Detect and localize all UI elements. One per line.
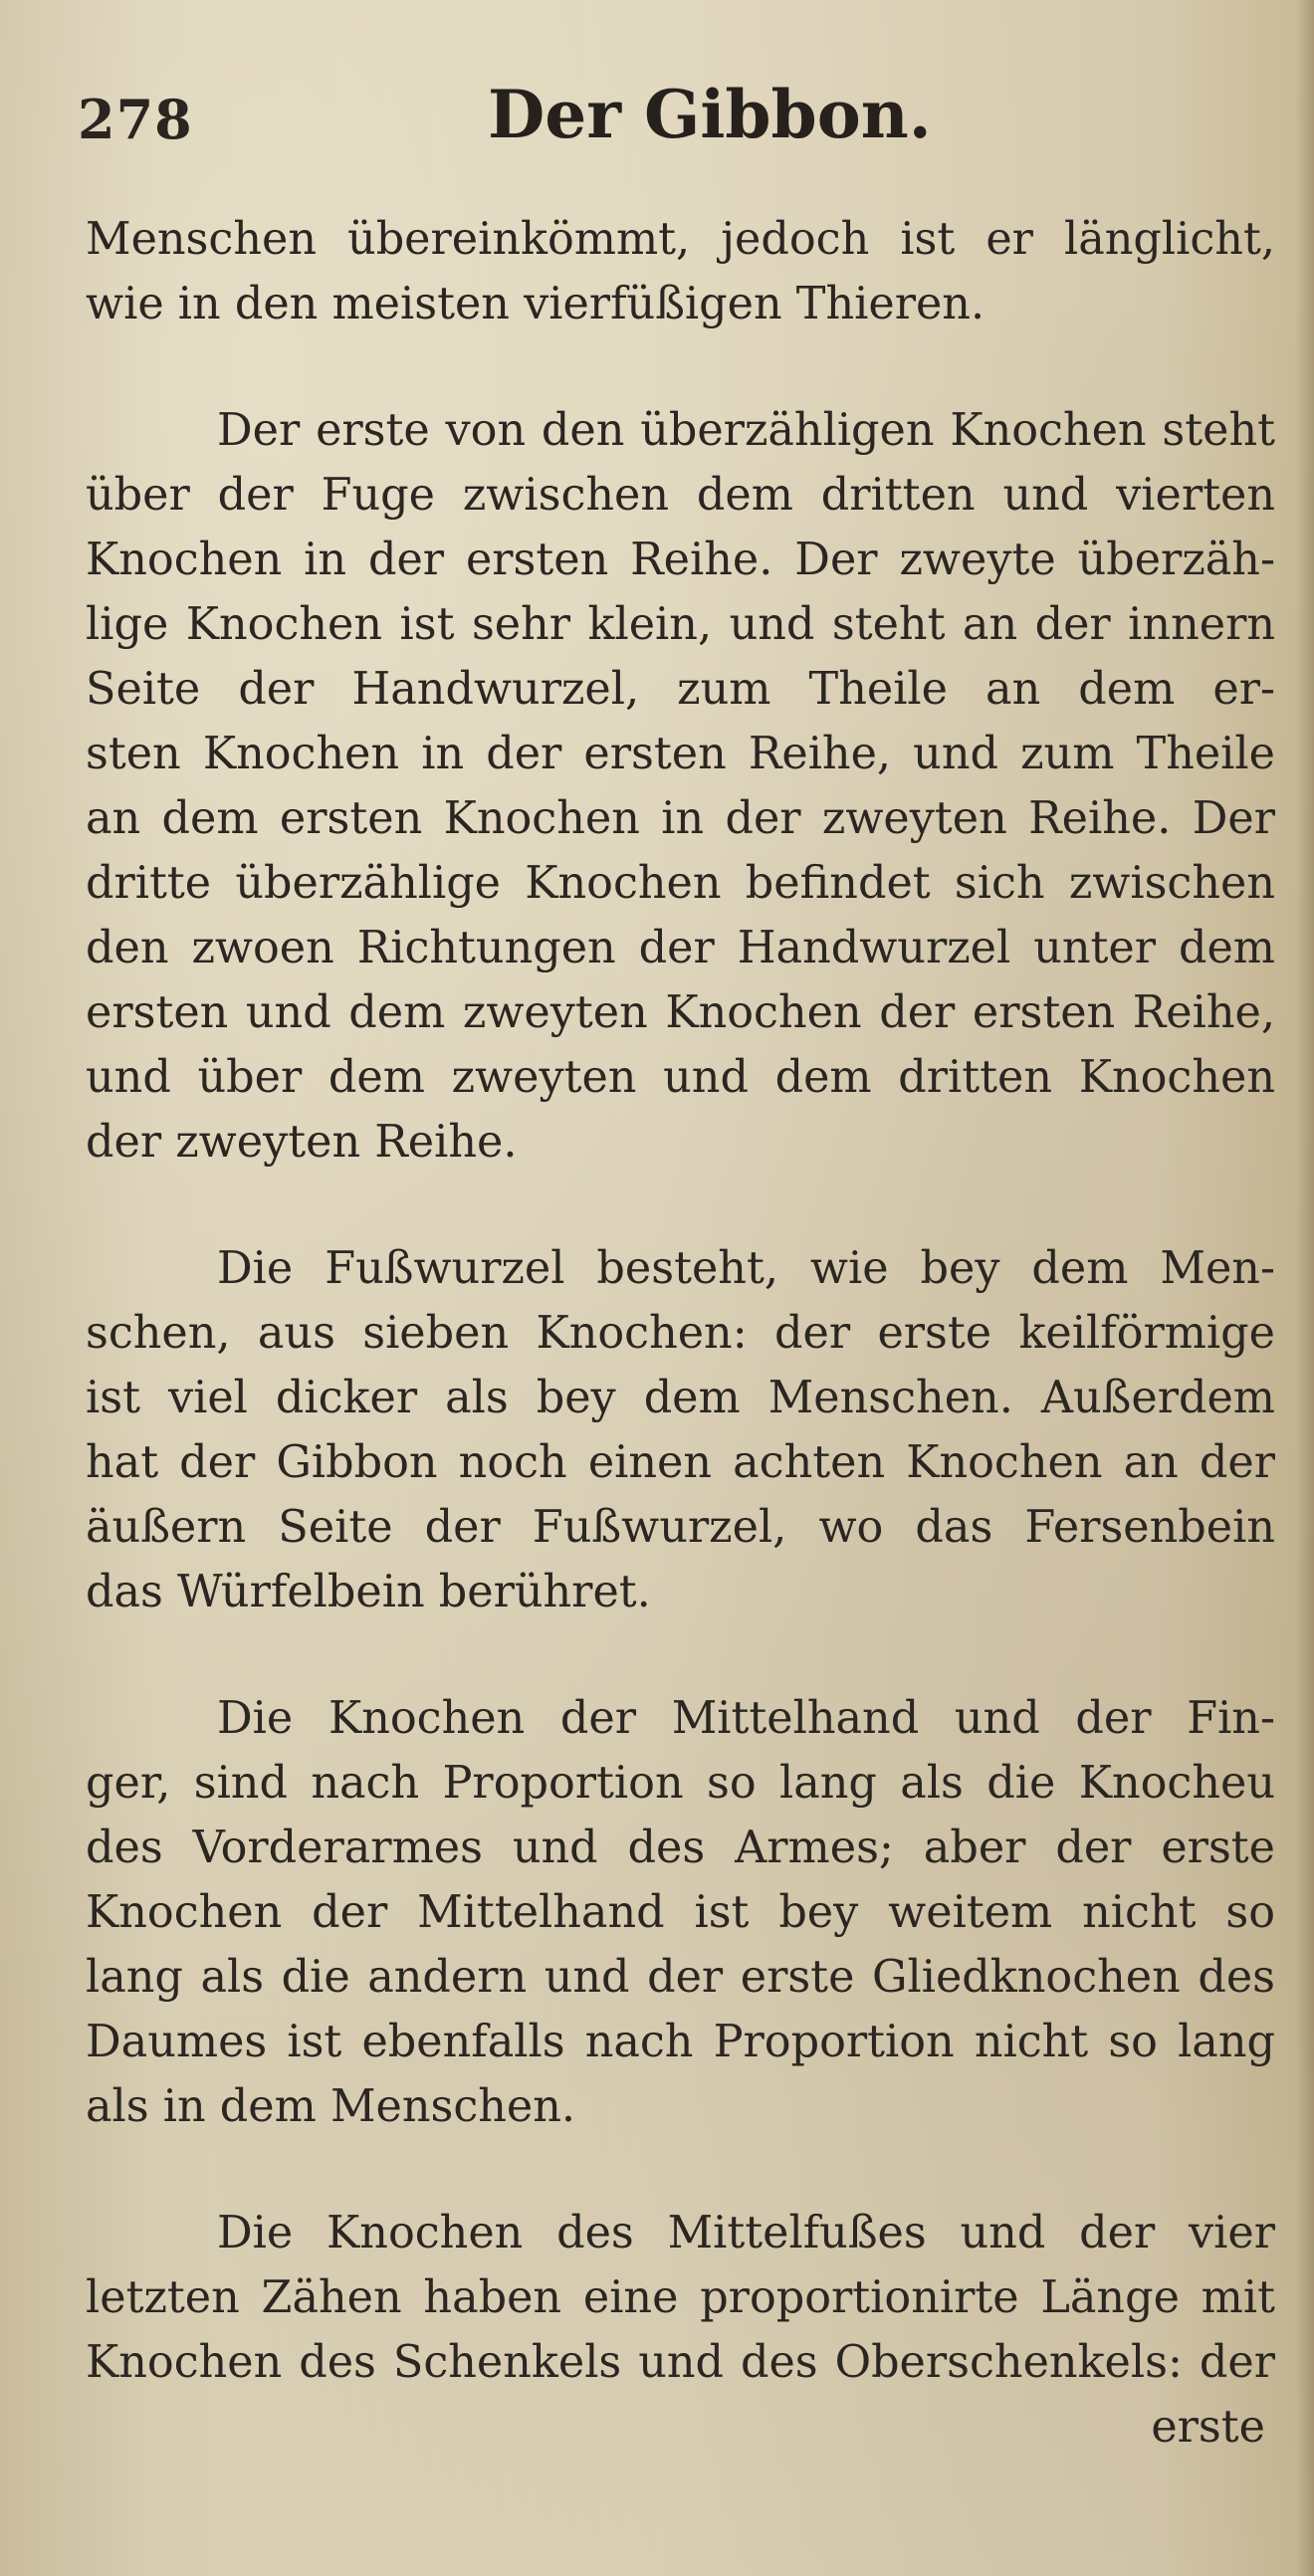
text-line: den zwoen Richtungen der Handwurzel unter dem (86, 923, 1275, 973)
text-line: ersten und dem zweyten Knochen der ersten Reihe, (86, 987, 1275, 1038)
text-line: sten Knochen in der ersten Reihe, und zum Theile (86, 729, 1275, 779)
text-line: und über dem zweyten und dem dritten Knochen (86, 1052, 1275, 1103)
body-text (86, 207, 1275, 2460)
paragraph (86, 207, 1275, 336)
catchword: erste (1151, 2402, 1265, 2453)
text-line: an dem ersten Knochen in der zweyten Reihe. Der (86, 793, 1275, 844)
text-line: ger, sind nach Proportion so lang als die Knocheu (86, 1758, 1275, 1809)
text-line: Daumes ist ebenfalls nach Proportion nicht so lang (86, 2017, 1275, 2067)
text-line: das Würfelbein berühret. (86, 1567, 651, 1617)
text-line: dritte überzählige Knochen befindet sich zwischen (86, 858, 1275, 909)
text-line: Die Knochen des Mittelfußes und der vier (217, 2208, 1275, 2258)
text-line: hat der Gibbon noch einen achten Knochen an der (86, 1437, 1275, 1488)
text-line: lang als die andern und der erste Gliedknochen des (86, 1952, 1275, 2003)
text-line: äußern Seite der Fußwurzel, wo das Fersenbein (86, 1502, 1275, 1553)
text-line: letzten Zähen haben eine proportionirte Länge mit (86, 2272, 1275, 2323)
paragraph (86, 1686, 1275, 2139)
paragraph (86, 1236, 1275, 1624)
text-line: Knochen des Schenkels und des Oberschenkels: der (86, 2337, 1275, 2388)
paragraph-gap (86, 1624, 1275, 1686)
text-line: über der Fuge zwischen dem dritten und vierten (86, 470, 1275, 521)
text-line: Menschen übereinkömmt, jedoch ist er länglicht, (86, 214, 1275, 265)
paragraph-gap (86, 336, 1275, 398)
text-line: als in dem Menschen. (86, 2081, 576, 2132)
text-line: Die Knochen der Mittelhand und der Fin- (217, 1693, 1275, 1744)
page-number: 278 (78, 88, 193, 151)
text-line: des Vorderarmes und des Armes; aber der erste (86, 1823, 1275, 1873)
paragraph-gap (86, 1175, 1275, 1236)
running-title: Der Gibbon. (488, 76, 932, 153)
paragraph (86, 398, 1275, 1175)
text-line: der zweyten Reihe. (86, 1117, 518, 1168)
text-line: lige Knochen ist sehr klein, und steht an der innern (86, 599, 1275, 650)
paragraph (86, 2201, 1275, 2395)
text-line: Knochen der Mittelhand ist bey weitem nicht so (86, 1887, 1275, 1938)
text-line: schen, aus sieben Knochen: der erste keilförmige (86, 1308, 1275, 1359)
running-head (0, 70, 1314, 179)
text-line: Die Fußwurzel besteht, wie bey dem Men- (217, 1243, 1275, 1294)
text-line: wie in den meisten vierfüßigen Thieren. (86, 279, 986, 329)
text-line: ist viel dicker als bey dem Menschen. Außerdem (86, 1373, 1275, 1423)
text-line: Seite der Handwurzel, zum Theile an dem er- (86, 664, 1275, 715)
text-line: Knochen in der ersten Reihe. Der zweyte überzäh- (86, 535, 1275, 585)
paragraph-gap (86, 2139, 1275, 2201)
text-line: Der erste von den überzähligen Knochen steht (217, 405, 1275, 456)
